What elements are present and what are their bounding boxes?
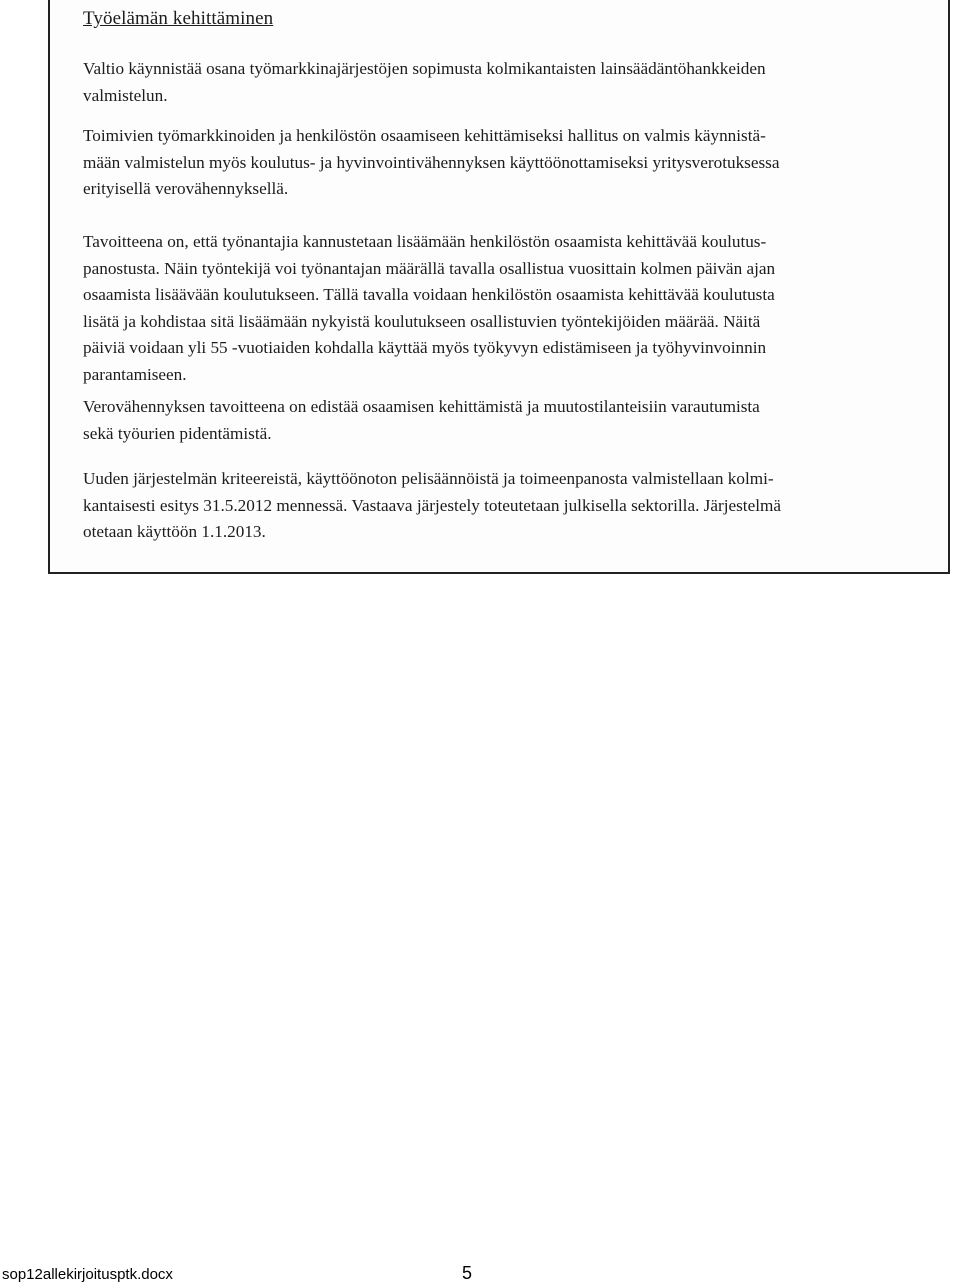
- paragraph-3: Tavoitteena on, että työnantajia kannustetaan lisäämään henkilöstön osaamista kehittävää koulutus- panostusta. Näin työntekijä voi työnantajan määrällä tavalla osallistua vuosittain kolmen päivän ajan osaamista lisäävään koulutukseen. Tällä tavalla voidaan henkilöstön osaamista kehittävää koulutusta lisätä ja kohdistaa sitä lisäämään nykyistä koulutukseen osallistuvien työntekijöiden määrää. Näitä päiviä voidaan yli 55 -vuotiaiden kohdalla käyttää myös työkyvyn edistämiseen ja työhyvinvoinnin parantamiseen.: [83, 232, 776, 384]
- section-title: Työelämän kehittäminen: [83, 8, 274, 29]
- paragraph-4: Verovähennyksen tavoitteena on edistää osaamisen kehittämistä ja muutostilanteisiin varautumista sekä työurien pidentämistä.: [83, 397, 760, 443]
- footer-filename: sop12allekirjoitusptk.docx: [2, 1266, 173, 1283]
- scanned-document-excerpt: [48, 0, 950, 574]
- paragraph-2: Toimivien työmarkkinoiden ja henkilöstön osaamiseen kehittämiseksi hallitus on valmis käynnistä- mään valmistelun myös koulutus- ja hyvinvointivähennyksen käyttöönottamiseksi yritysverotuksessa erityisellä verovähennyksellä.: [83, 126, 780, 198]
- paragraph-1: Valtio käynnistää osana työmarkkinajärjestöjen sopimusta kolmikantaisten lainsäädäntöhankkeiden valmistelun.: [83, 59, 766, 105]
- footer-page-number: 5: [462, 1263, 473, 1283]
- paragraph-5: Uuden järjestelmän kriteereistä, käyttöönoton pelisäännöistä ja toimeenpanosta valmistellaan kolmi- kantaisesti esitys 31.5.2012 mennessä. Vastaava järjestely toteutetaan julkisella sektorilla. Järjestelmä otetaan käyttöön 1.1.2013.: [83, 469, 781, 541]
